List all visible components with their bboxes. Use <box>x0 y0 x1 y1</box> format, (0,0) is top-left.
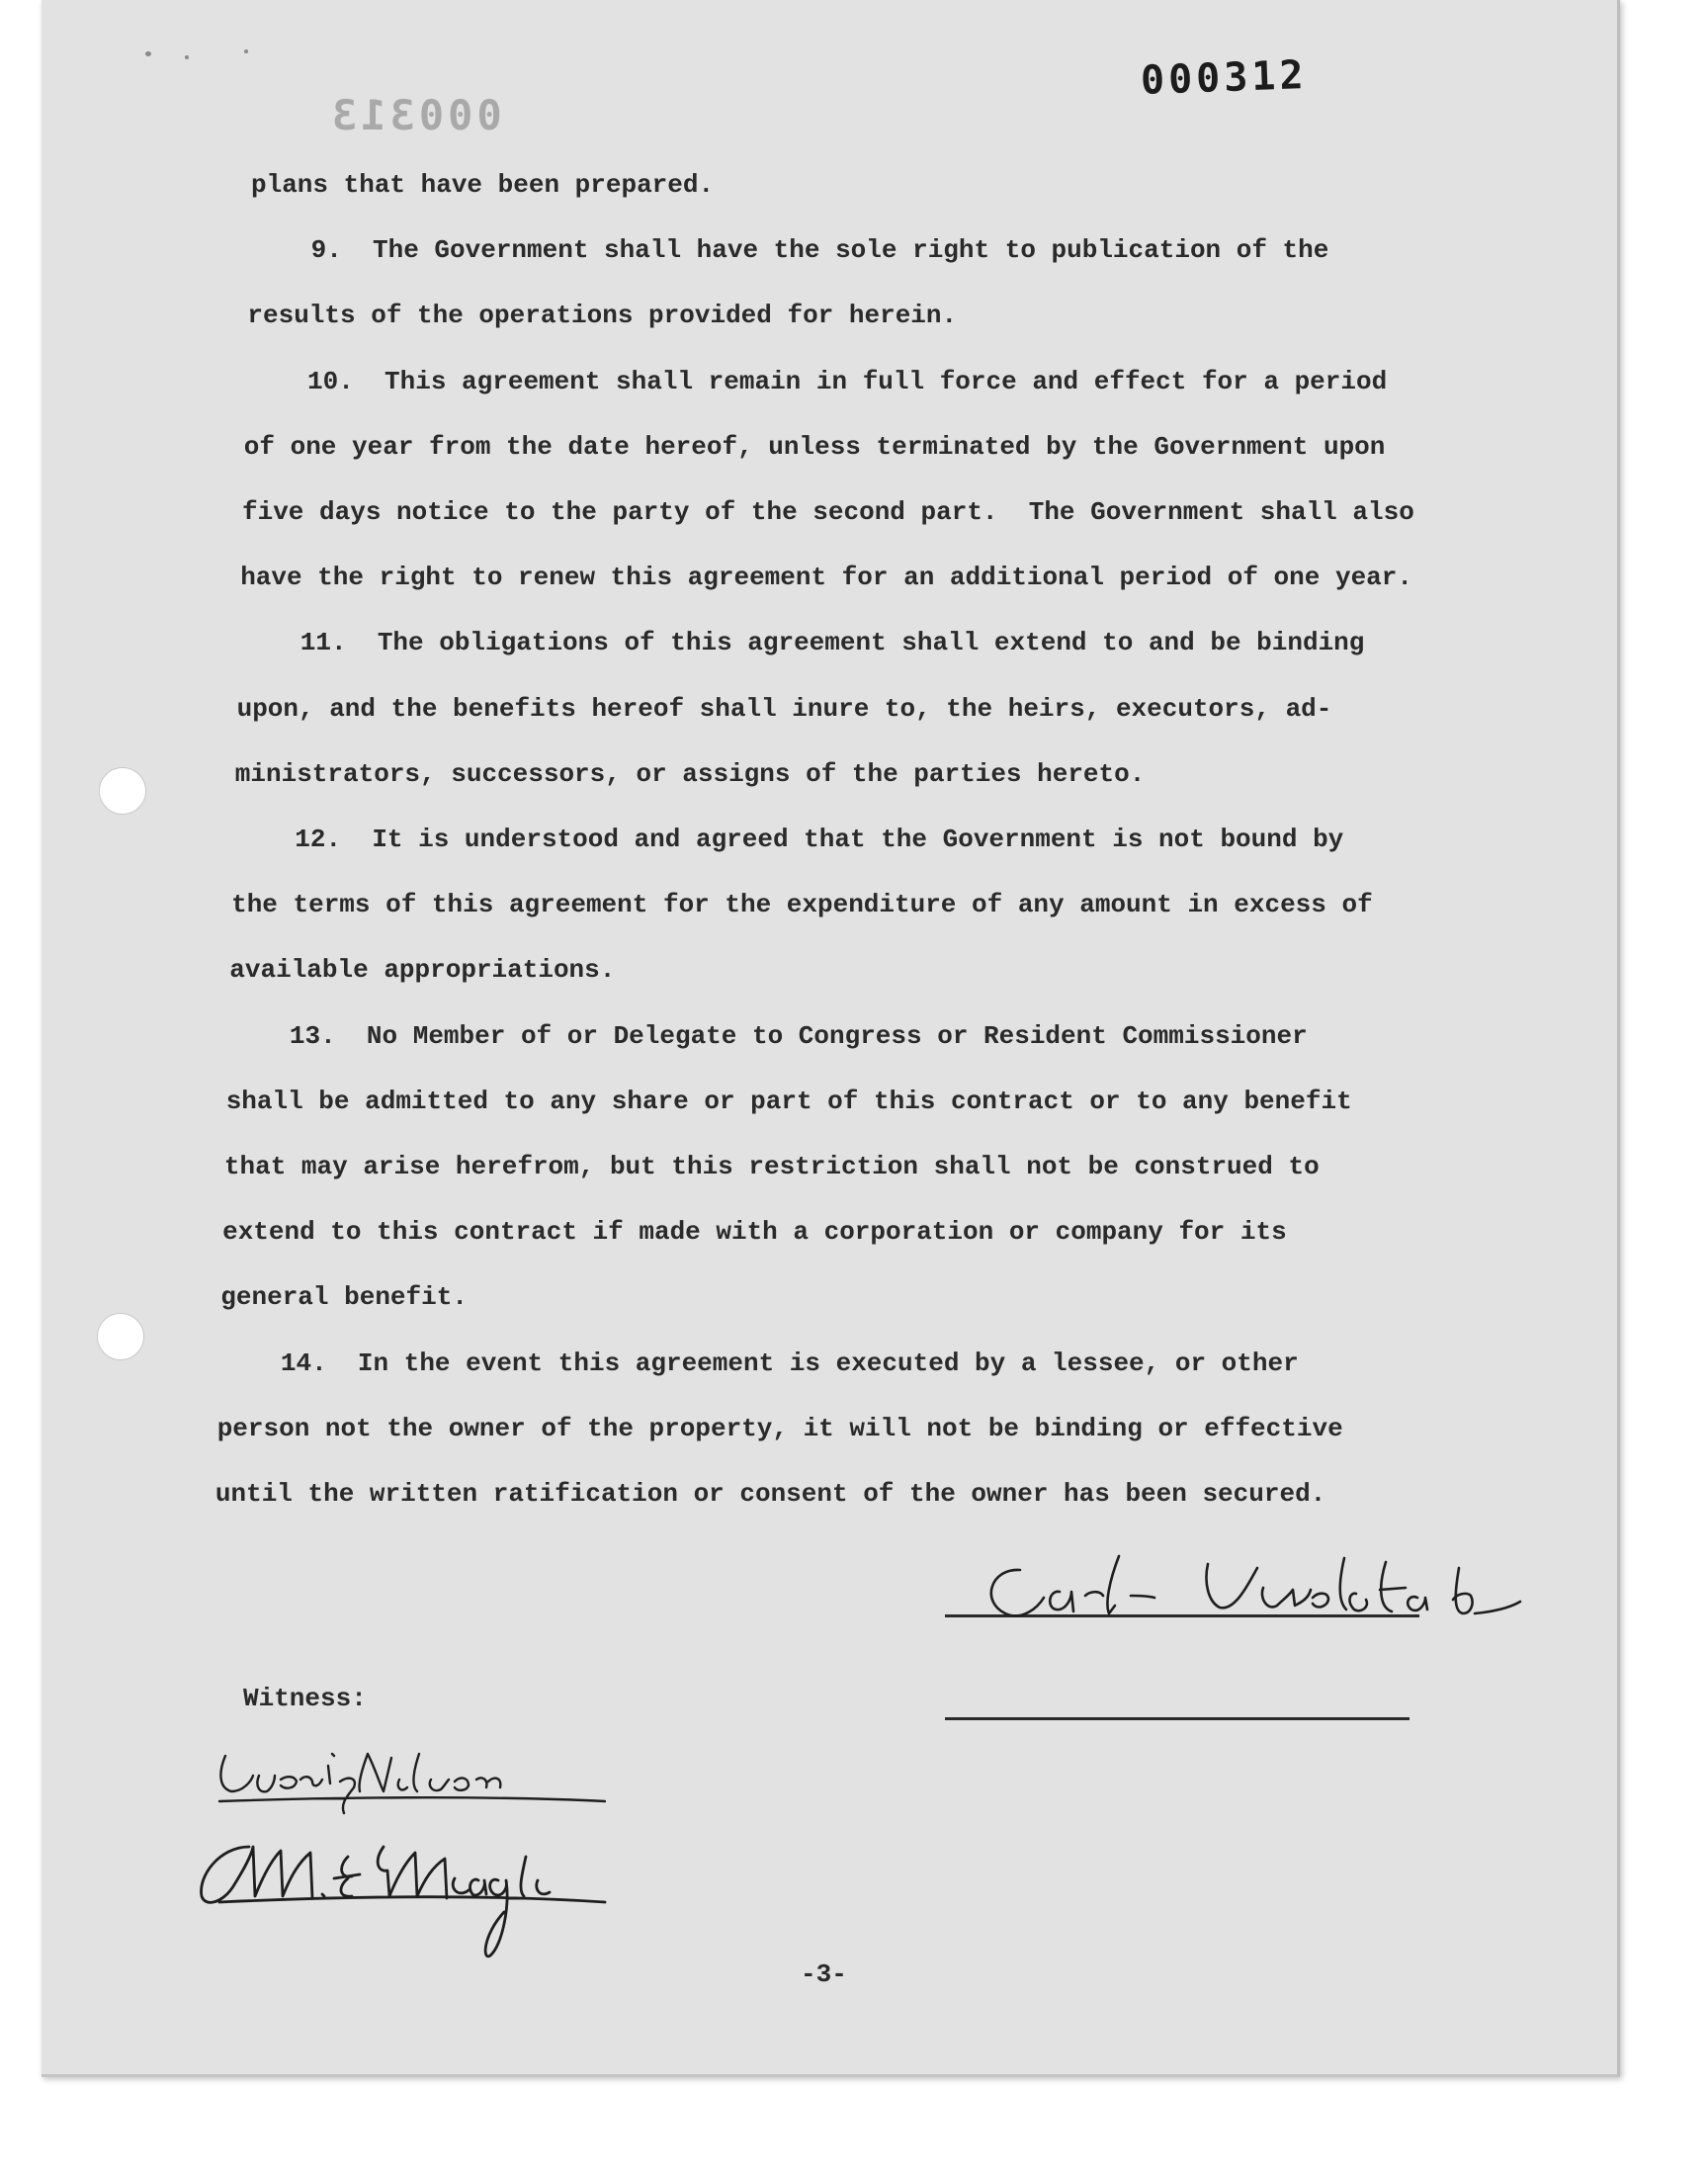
body-text-line: until the written ratification or consent of the owner has been secured. <box>214 1479 1326 1509</box>
document-page <box>42 0 1620 2077</box>
page-number: -3- <box>801 1959 847 1989</box>
edge-speck <box>244 49 248 53</box>
body-text-line: of one year from the date hereof, unless terminated by the Government upon <box>243 431 1386 462</box>
edge-speck <box>145 51 151 56</box>
body-text-line: plans that have been prepared. <box>251 170 715 200</box>
stamp-number: 000312 <box>1140 52 1309 104</box>
body-text-line: 13. No Member of or Delegate to Congress or Resident Commissioner <box>227 1020 1308 1051</box>
body-text-line: 11. The obligations of this agreement shall extend to and be binding <box>238 628 1365 658</box>
body-text-line: person not the owner of the property, it will not be binding or effective <box>216 1413 1343 1443</box>
body-text-line: 9. The Government shall have the sole right to publication of the <box>249 235 1329 266</box>
witness-signature-2 <box>190 1817 625 1975</box>
body-text-line: the terms of this agreement for the expenditure of any amount in excess of <box>231 890 1373 920</box>
punch-hole <box>99 767 146 815</box>
body-text-line: extend to this contract if made with a corporation or company for its <box>222 1217 1287 1248</box>
body-text-line: 14. In the event this agreement is executed by a lessee, or other <box>218 1348 1299 1378</box>
body-text-line: five days notice to the party of the second part. The Government shall also <box>242 497 1414 527</box>
signature-line <box>945 1717 1409 1720</box>
body-text-line: shall be admitted to any share or part of this contract or to any benefit <box>225 1086 1352 1116</box>
mirrored-stamp-number: 000313 <box>328 91 502 139</box>
punch-hole <box>97 1313 144 1360</box>
body-text-line: results of the operations provided for herein. <box>247 301 958 331</box>
body-text-line: upon, and the benefits hereof shall inure to, the heirs, executors, ad- <box>236 693 1332 724</box>
body-text-line: general benefit. <box>220 1282 468 1313</box>
owner-signature <box>961 1542 1620 1651</box>
body-text-line: available appropriations. <box>229 955 616 986</box>
witness-signature-1 <box>210 1740 625 1819</box>
body-text-line: that may arise herefrom, but this restriction shall not be construed to <box>223 1152 1320 1181</box>
body-text-line: 10. This agreement shall remain in full force and effect for a period <box>245 366 1388 396</box>
body-text-line: 12. It is understood and agreed that the Government is not bound by <box>232 825 1344 854</box>
edge-speck <box>185 55 189 59</box>
body-text-line: have the right to renew this agreement for an additional period of one year. <box>240 563 1412 593</box>
witness-label: Witness: <box>243 1684 367 1713</box>
body-text-line: ministrators, successors, or assigns of the parties hereto. <box>234 758 1146 789</box>
